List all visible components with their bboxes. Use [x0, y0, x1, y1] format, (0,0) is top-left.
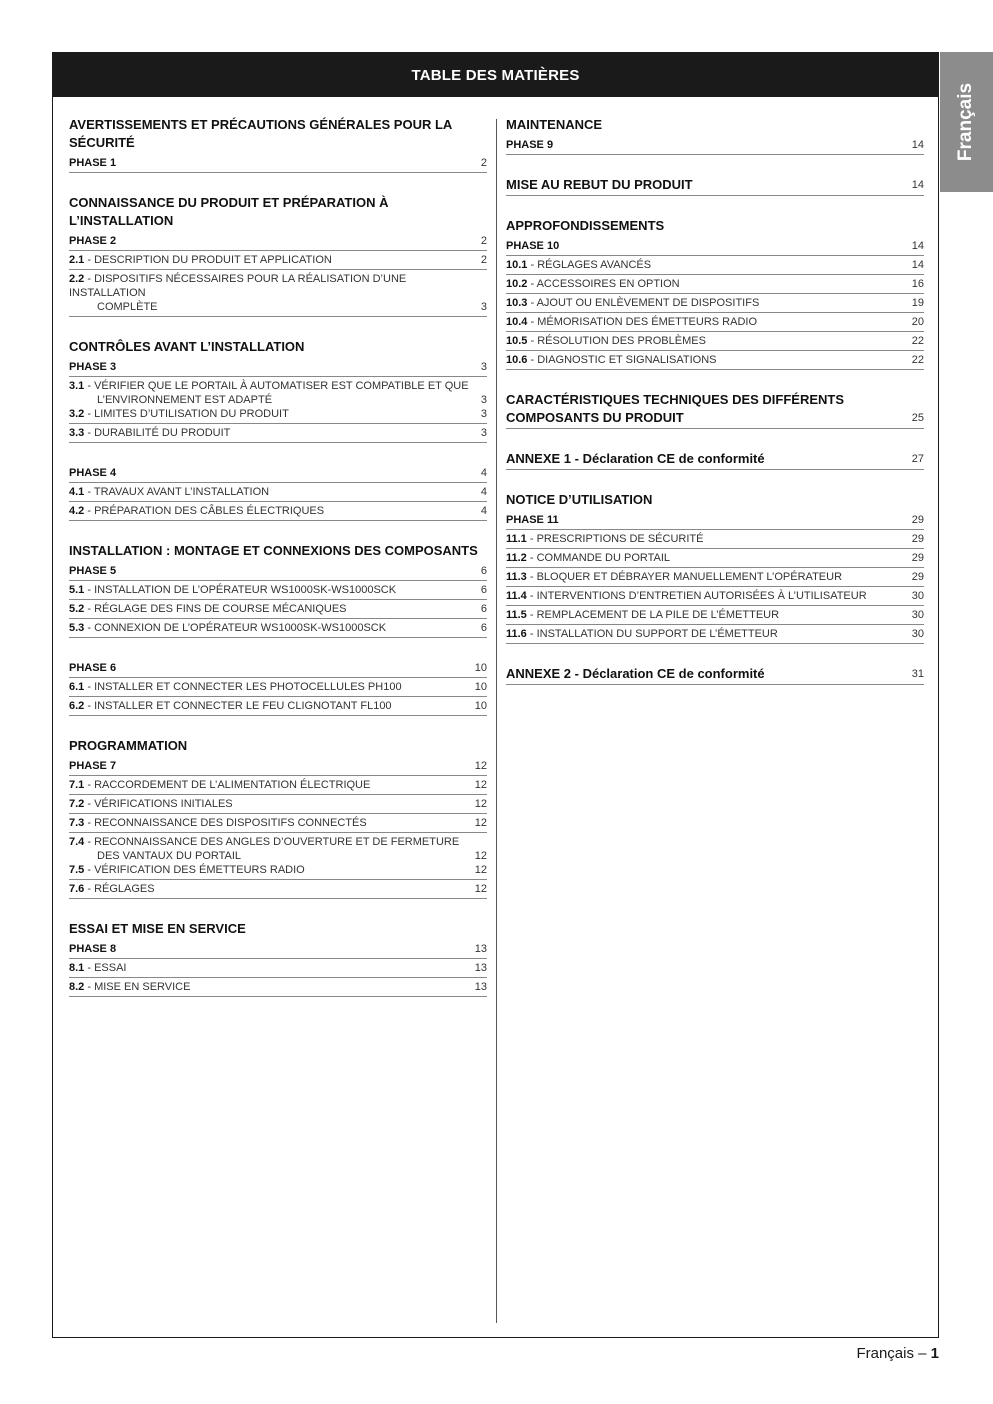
toc-section — [69, 194, 487, 317]
toc-entry-number: 7.3 — [69, 817, 85, 829]
toc-section-title: NOTICE D’UTILISATION — [506, 492, 653, 507]
toc-entry-number: 10.3 — [506, 297, 528, 309]
toc-phase-label: PHASE 2 — [69, 235, 117, 247]
toc-page-number: 2 — [480, 254, 487, 266]
toc-section — [69, 920, 487, 997]
toc-entry-title: - DESCRIPTION DU PRODUIT ET APPLICATION — [84, 254, 332, 266]
toc-page-number: 16 — [911, 278, 924, 290]
toc-entry-number: 11.2 — [506, 552, 527, 564]
toc-entry-title: - VÉRIFICATIONS INITIALES — [84, 798, 233, 810]
toc-entry-title: - MÉMORISATION DES ÉMETTEURS RADIO — [527, 316, 758, 328]
toc-entry-text — [69, 621, 481, 635]
toc-page-number: 3 — [480, 301, 487, 313]
toc-entry-row[interactable] — [69, 251, 487, 270]
toc-entry-text — [69, 699, 475, 713]
toc-entry-row[interactable] — [506, 351, 924, 370]
toc-entry-number: 5.1 — [69, 584, 85, 596]
column-divider — [496, 119, 497, 1323]
toc-entry-title: - INSTALLER ET CONNECTER LES PHOTOCELLULES PH100 — [84, 681, 402, 693]
toc-entry-row[interactable] — [506, 568, 924, 587]
toc-entry-text — [506, 296, 912, 310]
toc-phase-label: PHASE 9 — [506, 139, 554, 151]
language-tab — [940, 52, 993, 192]
toc-entry-row[interactable] — [69, 483, 487, 502]
toc-entry-number: 3.3 — [69, 427, 85, 439]
toc-section — [69, 542, 487, 638]
toc-section — [506, 450, 924, 470]
toc-entry-title: - TRAVAUX AVANT L’INSTALLATION — [84, 486, 270, 498]
toc-entry-title: - BLOQUER ET DÉBRAYER MANUELLEMENT L’OPÉRATEUR — [526, 571, 843, 583]
toc-entry-number: 7.6 — [69, 883, 85, 895]
toc-page-number: 3 — [480, 427, 487, 439]
toc-entry-text — [506, 353, 912, 367]
toc-entry-title: - LIMITES D’UTILISATION DU PRODUIT — [84, 408, 289, 420]
toc-entry-number: 3.2 — [69, 408, 85, 420]
toc-entry-number: 6.2 — [69, 700, 85, 712]
toc-entry-title: - CONNEXION DE L’OPÉRATEUR WS1000SK-WS1000SCK — [84, 622, 387, 634]
toc-header — [53, 53, 938, 97]
toc-section — [69, 338, 487, 443]
toc-entry-text — [69, 426, 481, 440]
toc-entry-row[interactable] — [506, 625, 924, 644]
toc-page-number: 30 — [911, 609, 924, 621]
toc-page-number: 10 — [474, 681, 487, 693]
footer-language: Français – — [856, 1345, 927, 1362]
toc-entry-text — [69, 778, 475, 792]
toc-entry-number: 5.3 — [69, 622, 85, 634]
toc-section — [506, 217, 924, 370]
toc-page-number: 12 — [474, 760, 487, 772]
toc-right-column — [506, 116, 924, 706]
toc-phase-label: PHASE 8 — [69, 943, 117, 955]
toc-entry-row[interactable] — [69, 833, 487, 863]
toc-entry-row[interactable] — [69, 678, 487, 697]
toc-entry-number: 11.3 — [506, 571, 527, 583]
toc-entry-text — [506, 532, 912, 546]
toc-entry-title: - RECONNAISSANCE DES ANGLES D’OUVERTURE ET DE FERMETURE — [84, 836, 460, 848]
toc-section — [69, 737, 487, 899]
toc-phase-label: PHASE 10 — [506, 240, 560, 252]
toc-entry-row[interactable] — [69, 978, 487, 997]
toc-phase-row[interactable] — [69, 562, 487, 581]
toc-entry-text — [69, 980, 475, 994]
toc-entry-row[interactable] — [69, 776, 487, 795]
toc-entry-text — [506, 627, 912, 641]
toc-phase-label: PHASE 5 — [69, 565, 117, 577]
toc-entry-text — [69, 272, 481, 314]
toc-page-number: 13 — [474, 981, 487, 993]
toc-section-title: PROGRAMMATION — [69, 738, 188, 753]
toc-entry-number: 5.2 — [69, 603, 85, 615]
toc-entry-row[interactable] — [69, 814, 487, 833]
toc-entry-heading[interactable] — [506, 450, 924, 470]
toc-entry-text — [506, 315, 912, 329]
toc-entry-row[interactable] — [506, 256, 924, 275]
toc-entry-number: 11.4 — [506, 590, 527, 602]
toc-entry-row[interactable] — [506, 313, 924, 332]
toc-page-number: 14 — [911, 139, 924, 151]
toc-phase-label: PHASE 7 — [69, 760, 117, 772]
toc-entry-number: 11.5 — [506, 609, 527, 621]
toc-page-number: 30 — [911, 628, 924, 640]
toc-page-number: 25 — [911, 412, 924, 424]
toc-entry-number: 10.4 — [506, 316, 528, 328]
toc-entry-number: 10.5 — [506, 335, 528, 347]
toc-page-number: 2 — [480, 235, 487, 247]
toc-entry-title-continued: DES VANTAUX DU PORTAIL — [97, 850, 242, 862]
toc-entry-title-continued: COMPLÈTE — [97, 301, 158, 313]
toc-entry-number: 6.1 — [69, 681, 85, 693]
toc-page-number: 4 — [480, 467, 487, 479]
toc-page-number: 12 — [474, 779, 487, 791]
toc-entry-title: - COMMANDE DU PORTAIL — [526, 552, 671, 564]
toc-entry-text — [506, 334, 912, 348]
toc-section-title: CONTRÔLES AVANT L’INSTALLATION — [69, 339, 305, 354]
toc-entry-title: - AJOUT OU ENLÈVEMENT DE DISPOSITIFS — [527, 297, 760, 309]
toc-entry-number: 7.1 — [69, 779, 85, 791]
toc-page-number: 12 — [474, 798, 487, 810]
toc-entry-number: 7.5 — [69, 864, 85, 876]
toc-entry-row[interactable] — [69, 795, 487, 814]
toc-entry-number: 11.1 — [506, 533, 527, 545]
toc-entry-heading[interactable] — [506, 391, 924, 429]
toc-phase-row[interactable] — [506, 511, 924, 530]
toc-section-title: INSTALLATION : MONTAGE ET CONNEXIONS DES COMPOSANTS — [69, 543, 478, 558]
toc-entry-title: - RÉGLAGE DES FINS DE COURSE MÉCANIQUES — [84, 603, 347, 615]
page-number: 1 — [930, 1345, 939, 1362]
toc-phase-row[interactable] — [69, 358, 487, 377]
toc-entry-title: - VÉRIFIER QUE LE PORTAIL À AUTOMATISER EST COMPATIBLE ET QUE — [84, 380, 469, 392]
toc-entry-row[interactable] — [506, 606, 924, 625]
toc-entry-heading[interactable] — [506, 176, 924, 196]
toc-page-number: 29 — [911, 533, 924, 545]
toc-section-title: CARACTÉRISTIQUES TECHNIQUES DES DIFFÉRENTS COMPOSANTS DU PRODUIT — [506, 392, 845, 425]
toc-entry-title: - RÉGLAGES — [84, 883, 155, 895]
toc-phase-row[interactable] — [69, 757, 487, 776]
toc-entry-text — [69, 504, 481, 518]
toc-entry-text — [69, 379, 481, 407]
toc-page-number: 3 — [480, 361, 487, 373]
toc-entry-title: - REMPLACEMENT DE LA PILE DE L’ÉMETTEUR — [526, 609, 780, 621]
toc-entry-title: - DISPOSITIFS NÉCESSAIRES POUR LA RÉALISATION D’UNE INSTALLATION — [69, 273, 407, 299]
toc-page-number: 27 — [911, 453, 924, 465]
toc-entry-row[interactable] — [69, 407, 487, 424]
toc-entry-title: - INSTALLATION DE L’OPÉRATEUR WS1000SK-WS1000SCK — [84, 584, 397, 596]
toc-entry-number: 11.6 — [506, 628, 527, 640]
toc-page-number: 29 — [911, 552, 924, 564]
toc-page-number: 6 — [480, 622, 487, 634]
toc-section — [506, 176, 924, 196]
toc-entry-title: - RÉGLAGES AVANCÉS — [527, 259, 652, 271]
toc-entry-title: - RACCORDEMENT DE L’ALIMENTATION ÉLECTRIQUE — [84, 779, 371, 791]
toc-entry-text — [69, 797, 475, 811]
toc-entry-number: 7.2 — [69, 798, 85, 810]
toc-phase-row[interactable] — [506, 136, 924, 155]
toc-left-column — [69, 116, 487, 1018]
toc-section — [69, 116, 487, 173]
toc-entry-title: - MISE EN SERVICE — [84, 981, 191, 993]
toc-phase-label: PHASE 11 — [506, 514, 559, 526]
toc-entry-row[interactable] — [69, 270, 487, 317]
toc-entry-title: - ACCESSOIRES EN OPTION — [527, 278, 680, 290]
toc-section-title: MISE AU REBUT DU PRODUIT — [506, 177, 693, 192]
toc-section — [506, 491, 924, 644]
toc-section-title: ANNEXE 2 - Déclaration CE de conformité — [506, 666, 765, 681]
toc-entry-title: - INSTALLATION DU SUPPORT DE L’ÉMETTEUR — [526, 628, 778, 640]
page-title: TABLE DES MATIÈRES — [411, 66, 580, 84]
toc-section-title: CONNAISSANCE DU PRODUIT ET PRÉPARATION À L’INSTALLATION — [69, 195, 389, 228]
toc-entry-text — [506, 551, 912, 565]
toc-phase-label: PHASE 6 — [69, 662, 117, 674]
toc-page-number: 3 — [480, 394, 487, 406]
toc-page-number: 4 — [480, 505, 487, 517]
toc-phase-row[interactable] — [506, 237, 924, 256]
language-tab-label: Français — [955, 82, 976, 162]
toc-phase-row[interactable] — [69, 940, 487, 959]
toc-entry-row[interactable] — [69, 581, 487, 600]
toc-page-number: 10 — [474, 700, 487, 712]
toc-page-number: 29 — [911, 514, 924, 526]
toc-phase-row[interactable] — [69, 154, 487, 173]
toc-entry-text — [69, 816, 475, 830]
toc-page-number: 20 — [911, 316, 924, 328]
toc-section — [69, 659, 487, 716]
toc-entry-title: - ESSAI — [84, 962, 127, 974]
toc-entry-number: 10.6 — [506, 354, 528, 366]
toc-entry-text — [69, 863, 475, 877]
toc-entry-number: 7.4 — [69, 836, 85, 848]
toc-section-title: ANNEXE 1 - Déclaration CE de conformité — [506, 451, 765, 466]
toc-page-number: 4 — [480, 486, 487, 498]
toc-entry-heading[interactable] — [506, 665, 924, 685]
toc-entry-text — [506, 608, 912, 622]
toc-entry-text — [69, 602, 481, 616]
toc-entry-text — [506, 589, 912, 603]
toc-entry-text — [69, 253, 481, 267]
toc-page-number: 14 — [911, 240, 924, 252]
toc-page-number: 12 — [474, 864, 487, 876]
toc-entry-row[interactable] — [506, 530, 924, 549]
toc-phase-label: PHASE 3 — [69, 361, 117, 373]
toc-entry-row[interactable] — [506, 332, 924, 351]
toc-entry-text — [69, 961, 475, 975]
toc-entry-number: 4.2 — [69, 505, 85, 517]
toc-section-title: MAINTENANCE — [506, 117, 603, 132]
toc-entry-title: - DIAGNOSTIC ET SIGNALISATIONS — [527, 354, 717, 366]
toc-entry-text — [506, 277, 912, 291]
toc-page-number: 22 — [911, 335, 924, 347]
toc-entry-row[interactable] — [69, 502, 487, 521]
toc-entry-title: - PRESCRIPTIONS DE SÉCURITÉ — [526, 533, 704, 545]
toc-phase-row[interactable] — [69, 659, 487, 678]
toc-entry-text — [69, 680, 475, 694]
toc-entry-row[interactable] — [69, 600, 487, 619]
toc-entry-number: 2.2 — [69, 273, 85, 285]
toc-page-number: 6 — [480, 584, 487, 596]
toc-section — [69, 464, 487, 521]
toc-page-number: 31 — [911, 668, 924, 680]
toc-page-number: 6 — [480, 565, 487, 577]
toc-page-number: 12 — [474, 883, 487, 895]
toc-page-number: 13 — [474, 943, 487, 955]
toc-page-number: 12 — [474, 850, 487, 862]
toc-page-number: 14 — [911, 259, 924, 271]
toc-page-number: 14 — [911, 179, 924, 191]
toc-entry-row[interactable] — [69, 424, 487, 443]
toc-section-title: APPROFONDISSEMENTS — [506, 218, 665, 233]
toc-frame — [52, 52, 939, 1338]
toc-entry-number: 10.1 — [506, 259, 528, 271]
toc-entry-title: - DURABILITÉ DU PRODUIT — [84, 427, 231, 439]
toc-page-number: 29 — [911, 571, 924, 583]
toc-entry-title-continued: L’ENVIRONNEMENT EST ADAPTÉ — [97, 394, 273, 406]
toc-entry-row[interactable] — [69, 959, 487, 978]
toc-page-number: 30 — [911, 590, 924, 602]
toc-entry-number: 4.1 — [69, 486, 85, 498]
toc-phase-row[interactable] — [69, 232, 487, 251]
toc-entry-row[interactable] — [69, 880, 487, 899]
toc-entry-text — [69, 485, 481, 499]
toc-page-number: 22 — [911, 354, 924, 366]
toc-entry-text — [506, 570, 912, 584]
toc-page-number: 10 — [474, 662, 487, 674]
toc-page-number: 6 — [480, 603, 487, 615]
toc-section — [506, 116, 924, 155]
toc-entry-title: - INSTALLER ET CONNECTER LE FEU CLIGNOTANT FL100 — [84, 700, 392, 712]
toc-entry-row[interactable] — [69, 619, 487, 638]
toc-phase-row[interactable] — [69, 464, 487, 483]
toc-section-title: ESSAI ET MISE EN SERVICE — [69, 921, 246, 936]
toc-section — [506, 665, 924, 685]
toc-section — [506, 391, 924, 429]
toc-page-number: 2 — [480, 157, 487, 169]
toc-entry-text — [69, 835, 475, 863]
toc-entry-text — [69, 407, 481, 421]
toc-page-number: 12 — [474, 817, 487, 829]
toc-phase-label: PHASE 4 — [69, 467, 117, 479]
toc-phase-label: PHASE 1 — [69, 157, 117, 169]
toc-entry-title: - PRÉPARATION DES CÂBLES ÉLECTRIQUES — [84, 505, 325, 517]
toc-entry-text — [69, 583, 481, 597]
toc-entry-number: 8.2 — [69, 981, 85, 993]
toc-entry-number: 8.1 — [69, 962, 85, 974]
toc-entry-text — [69, 882, 475, 896]
toc-page-number: 19 — [911, 297, 924, 309]
toc-entry-title: - RECONNAISSANCE DES DISPOSITIFS CONNECTÉS — [84, 817, 367, 829]
toc-entry-row[interactable] — [506, 549, 924, 568]
toc-page-number: 3 — [480, 408, 487, 420]
toc-entry-title: - VÉRIFICATION DES ÉMETTEURS RADIO — [84, 864, 305, 876]
toc-entry-row[interactable] — [506, 294, 924, 313]
toc-entry-text — [506, 258, 912, 272]
toc-entry-title: - RÉSOLUTION DES PROBLÈMES — [527, 335, 706, 347]
page-footer — [856, 1345, 939, 1362]
toc-entry-row[interactable] — [69, 697, 487, 716]
toc-entry-number: 3.1 — [69, 380, 85, 392]
toc-section-title: AVERTISSEMENTS ET PRÉCAUTIONS GÉNÉRALES POUR LA SÉCURITÉ — [69, 117, 452, 150]
toc-page-number: 13 — [474, 962, 487, 974]
toc-entry-number: 10.2 — [506, 278, 528, 290]
toc-entry-number: 2.1 — [69, 254, 85, 266]
toc-entry-row[interactable] — [506, 275, 924, 294]
toc-entry-row[interactable] — [69, 863, 487, 880]
toc-entry-title: - INTERVENTIONS D’ENTRETIEN AUTORISÉES À L’UTILISATEUR — [526, 590, 867, 602]
toc-entry-row[interactable] — [506, 587, 924, 606]
toc-entry-row[interactable] — [69, 377, 487, 407]
